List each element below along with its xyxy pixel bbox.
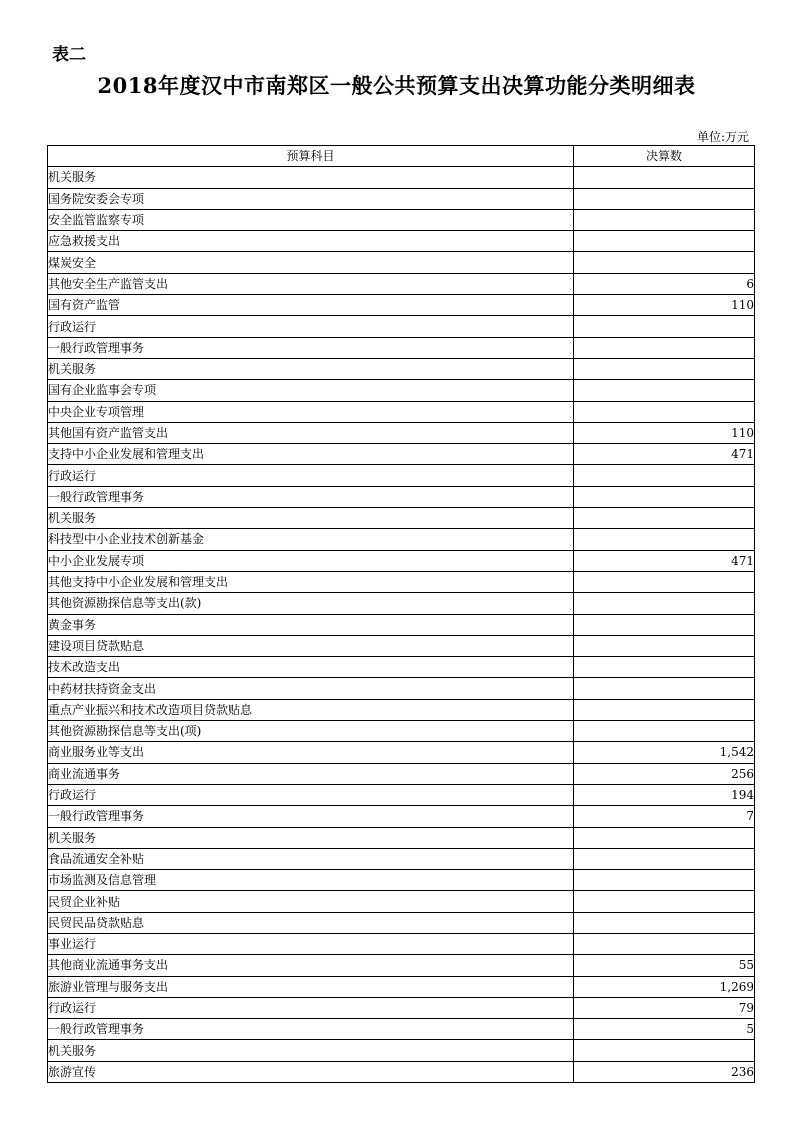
- row-subject: 其他支持中小企业发展和管理支出: [48, 571, 574, 592]
- table-row: [48, 721, 755, 742]
- row-amount: 5: [574, 1019, 755, 1040]
- row-amount: 194: [574, 784, 755, 805]
- table-row: [48, 614, 755, 635]
- row-amount: [574, 614, 755, 635]
- table-row: [48, 955, 755, 976]
- row-subject: 其他资源勘探信息等支出(项): [48, 721, 574, 742]
- row-subject: 机关服务: [48, 358, 574, 379]
- row-subject: 中央企业专项管理: [48, 401, 574, 422]
- table-row: [48, 571, 755, 592]
- table-row: [48, 870, 755, 891]
- table-body: [48, 167, 755, 1083]
- table-row: [48, 188, 755, 209]
- row-subject: 黄金事务: [48, 614, 574, 635]
- table-row: [48, 167, 755, 188]
- row-subject: 旅游宣传: [48, 1061, 574, 1082]
- table-row: [48, 316, 755, 337]
- row-amount: [574, 827, 755, 848]
- table-row: [48, 401, 755, 422]
- row-amount: 1,269: [574, 976, 755, 997]
- row-subject: 国务院安委会专项: [48, 188, 574, 209]
- table-row: [48, 529, 755, 550]
- table-row: [48, 1061, 755, 1082]
- row-subject: 国有企业监事会专项: [48, 380, 574, 401]
- row-subject: 商业服务业等支出: [48, 742, 574, 763]
- row-amount: 110: [574, 422, 755, 443]
- table-row: [48, 508, 755, 529]
- table-row: [48, 273, 755, 294]
- table-row: [48, 763, 755, 784]
- table-row: [48, 252, 755, 273]
- table-row: [48, 933, 755, 954]
- row-subject: 其他安全生产监管支出: [48, 273, 574, 294]
- header-amount: 决算数: [574, 146, 755, 167]
- header-subject: 预算科目: [48, 146, 574, 167]
- row-subject: 其他资源勘探信息等支出(款): [48, 593, 574, 614]
- row-amount: [574, 891, 755, 912]
- row-subject: 事业运行: [48, 933, 574, 954]
- table-row: [48, 209, 755, 230]
- row-subject: 行政运行: [48, 997, 574, 1018]
- row-subject: 机关服务: [48, 1040, 574, 1061]
- row-subject: 一般行政管理事务: [48, 486, 574, 507]
- header-row: [48, 146, 755, 167]
- row-subject: 市场监测及信息管理: [48, 870, 574, 891]
- table-row: [48, 976, 755, 997]
- row-amount: [574, 593, 755, 614]
- row-amount: [574, 209, 755, 230]
- table-row: [48, 678, 755, 699]
- row-subject: 一般行政管理事务: [48, 337, 574, 358]
- row-subject: 中药材扶持资金支出: [48, 678, 574, 699]
- table-row: [48, 380, 755, 401]
- budget-table: [47, 145, 755, 1083]
- row-amount: [574, 167, 755, 188]
- table-row: [48, 742, 755, 763]
- row-subject: 建设项目贷款贴息: [48, 635, 574, 656]
- row-subject: 中小企业发展专项: [48, 550, 574, 571]
- row-subject: 煤炭安全: [48, 252, 574, 273]
- row-amount: [574, 316, 755, 337]
- row-amount: [574, 657, 755, 678]
- row-amount: [574, 486, 755, 507]
- table-row: [48, 635, 755, 656]
- row-amount: [574, 231, 755, 252]
- row-subject: 行政运行: [48, 465, 574, 486]
- table-label: 表二: [52, 45, 86, 65]
- row-amount: [574, 401, 755, 422]
- row-amount: 7: [574, 806, 755, 827]
- row-amount: 55: [574, 955, 755, 976]
- row-subject: 安全监管监察专项: [48, 209, 574, 230]
- row-subject: 科技型中小企业技术创新基金: [48, 529, 574, 550]
- row-subject: 国有资产监管: [48, 295, 574, 316]
- row-subject: 其他国有资产监管支出: [48, 422, 574, 443]
- row-subject: 旅游业管理与服务支出: [48, 976, 574, 997]
- row-subject: 机关服务: [48, 827, 574, 848]
- table-row: [48, 422, 755, 443]
- row-subject: 其他商业流通事务支出: [48, 955, 574, 976]
- row-subject: 技术改造支出: [48, 657, 574, 678]
- row-amount: 6: [574, 273, 755, 294]
- row-amount: 1,542: [574, 742, 755, 763]
- row-amount: [574, 529, 755, 550]
- table-row: [48, 1019, 755, 1040]
- row-subject: 机关服务: [48, 508, 574, 529]
- row-subject: 一般行政管理事务: [48, 806, 574, 827]
- table-row: [48, 657, 755, 678]
- row-amount: 471: [574, 444, 755, 465]
- row-amount: [574, 848, 755, 869]
- table-row: [48, 997, 755, 1018]
- table-row: [48, 465, 755, 486]
- table-row: [48, 784, 755, 805]
- row-amount: [574, 252, 755, 273]
- table-row: [48, 295, 755, 316]
- row-subject: 机关服务: [48, 167, 574, 188]
- row-amount: [574, 358, 755, 379]
- row-amount: 110: [574, 295, 755, 316]
- row-amount: [574, 635, 755, 656]
- row-subject: 支持中小企业发展和管理支出: [48, 444, 574, 465]
- table-row: [48, 444, 755, 465]
- row-subject: 民贸民品贷款贴息: [48, 912, 574, 933]
- row-amount: 236: [574, 1061, 755, 1082]
- table-row: [48, 358, 755, 379]
- row-subject: 重点产业振兴和技术改造项目贷款贴息: [48, 699, 574, 720]
- table-row: [48, 1040, 755, 1061]
- table-row: [48, 486, 755, 507]
- row-subject: 一般行政管理事务: [48, 1019, 574, 1040]
- row-amount: 79: [574, 997, 755, 1018]
- row-amount: 471: [574, 550, 755, 571]
- table-row: [48, 806, 755, 827]
- row-amount: [574, 380, 755, 401]
- table-row: [48, 699, 755, 720]
- page-title: 2018年度汉中市南郑区一般公共预算支出决算功能分类明细表: [97, 73, 696, 98]
- table-row: [48, 891, 755, 912]
- table-row: [48, 231, 755, 252]
- row-subject: 行政运行: [48, 784, 574, 805]
- row-amount: [574, 678, 755, 699]
- table-row: [48, 827, 755, 848]
- row-amount: [574, 508, 755, 529]
- row-amount: [574, 571, 755, 592]
- table-row: [48, 593, 755, 614]
- row-amount: 256: [574, 763, 755, 784]
- row-amount: [574, 1040, 755, 1061]
- row-amount: [574, 870, 755, 891]
- row-amount: [574, 465, 755, 486]
- row-subject: 商业流通事务: [48, 763, 574, 784]
- table-row: [48, 550, 755, 571]
- row-subject: 应急救援支出: [48, 231, 574, 252]
- table-row: [48, 337, 755, 358]
- unit-note: 单位:万元: [696, 130, 749, 144]
- row-subject: 民贸企业补贴: [48, 891, 574, 912]
- row-subject: 食品流通安全补贴: [48, 848, 574, 869]
- row-amount: [574, 337, 755, 358]
- table-row: [48, 848, 755, 869]
- row-amount: [574, 933, 755, 954]
- row-amount: [574, 721, 755, 742]
- row-amount: [574, 699, 755, 720]
- row-amount: [574, 912, 755, 933]
- table-row: [48, 912, 755, 933]
- row-amount: [574, 188, 755, 209]
- row-subject: 行政运行: [48, 316, 574, 337]
